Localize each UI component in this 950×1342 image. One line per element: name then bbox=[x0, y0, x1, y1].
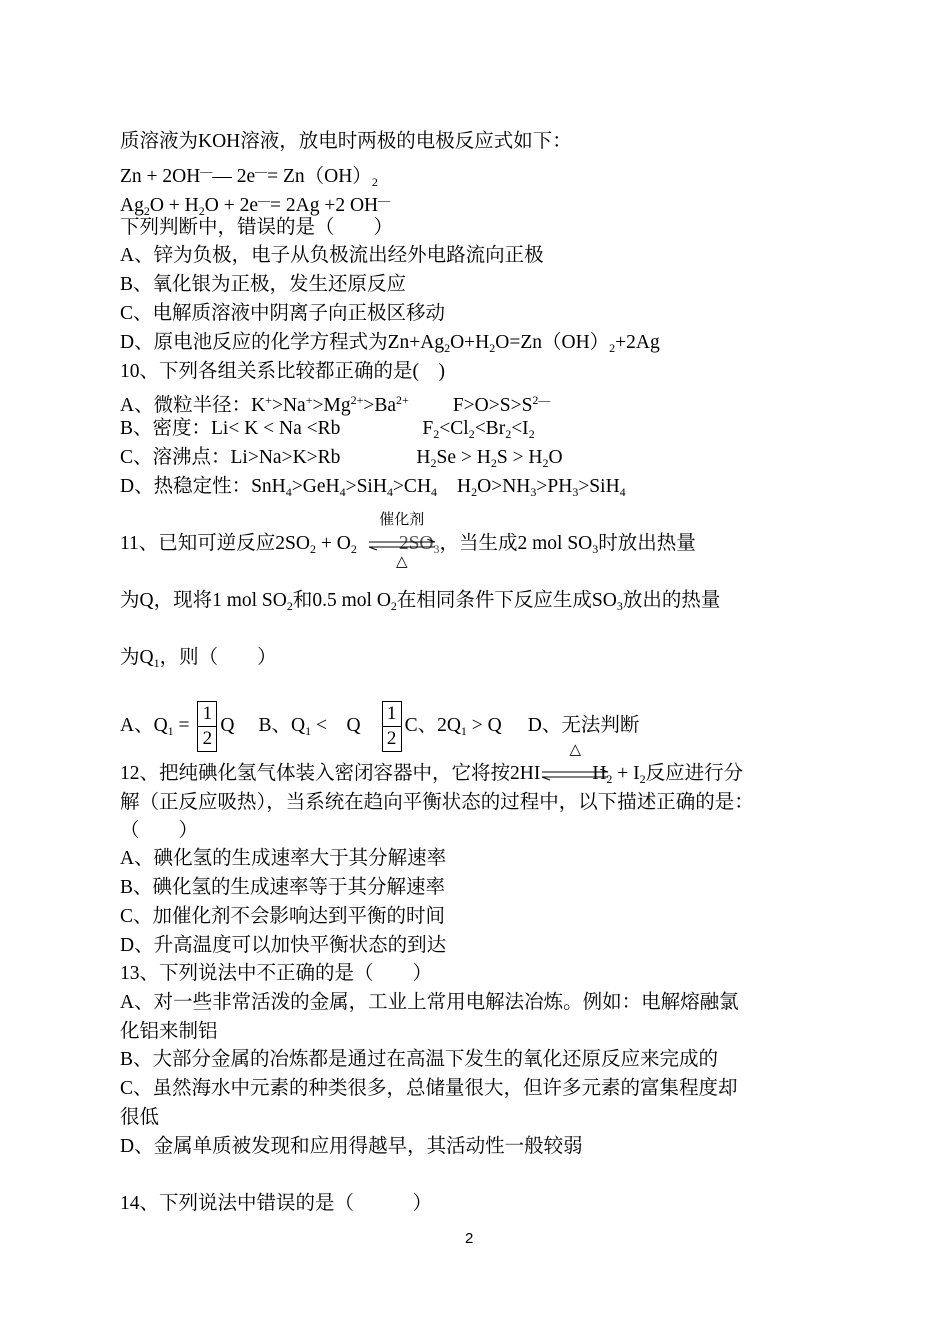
question-10: 10、下列各组关系比较都正确的是( ) bbox=[120, 361, 445, 382]
fraction-one-half: $\frac{1}{2}$ bbox=[197, 701, 217, 752]
option-d: D、原电池反应的化学方程式为$Zn+Ag_2O+H_2O=Zn(OH)_2+2Ag$ bbox=[120, 332, 660, 355]
q12-option-a: A、碘化氢的生成速率大于其分解速率 bbox=[120, 848, 447, 869]
reversible-arrow-icon: △ bbox=[540, 761, 610, 789]
q13-option-b: B、大部分金属的冶炼都是通过在高温下发生的氧化还原反应来完成的 bbox=[120, 1049, 719, 1070]
q13-option-c: C、虽然海水中元素的种类很多，总储量很大，但许多元素的富集程度却 bbox=[120, 1078, 738, 1099]
question-14: 14、下列说法中错误的是（ ） bbox=[120, 1193, 433, 1214]
question-12-line2: 解（正反应吸热），当系统在趋向平衡状态的过程中，以下描述正确的是： bbox=[120, 792, 754, 813]
page-number: 2 bbox=[465, 1230, 474, 1247]
question-12-line3: （ ） bbox=[120, 820, 199, 841]
q13-option-a-cont: 化铝来制铝 bbox=[120, 1021, 218, 1042]
q10-option-c: C、溶沸点：Li>Na>K>Rb $H_2Se > H_2S > H_2O$ bbox=[120, 447, 563, 470]
question-11-line2: 为Q，现将1 mol $SO_2$和0.5 mol $O_2$在相同条件下反应生成$SO_3$放出的热量 bbox=[120, 590, 721, 613]
q10-option-d: D、热稳定性：$SnH_4>GeH_4>SiH_4>CH_4$ $H_2O>NH_3>PH_3>SiH_4$ bbox=[120, 476, 626, 499]
q12-option-c: C、加催化剂不会影响达到平衡的时间 bbox=[120, 906, 446, 927]
question-12: 12、把纯碘化氢气体装入密闭容器中，它将按2HI △ $H_2 + I_2$反应进行分 bbox=[120, 760, 743, 793]
text-line: 质溶液为KOH溶液，放电时两极的电极反应式如下： bbox=[120, 131, 572, 152]
option-b: B、氧化银为正极，发生还原反应 bbox=[120, 274, 407, 295]
option-c: C、电解质溶液中阴离子向正极区移动 bbox=[120, 303, 446, 324]
q12-option-d: D、升高温度可以加快平衡状态的到达 bbox=[120, 935, 447, 956]
reversible-arrow-icon: 催化剂 △ bbox=[367, 531, 437, 559]
question-stem: 下列判断中，错误的是（ ） bbox=[120, 217, 394, 238]
q12-option-b: B、碘化氢的生成速率等于其分解速率 bbox=[120, 877, 446, 898]
equation-ag2o: $Ag_2O + H_2O + 2e^—= 2Ag +2$ OH— bbox=[120, 193, 391, 218]
q11-options: A、$Q_1$ = $\frac{1}{2}$ Q B、$Q_1$ < Q $\frac{1}{2}$ C、$2Q_1 > Q$ D、无法判断 bbox=[120, 701, 639, 752]
question-11: 11、已知可逆反应$2SO_2 + O_2$ 催化剂 △ $2SO_3$，当生成2 mol $SO_3$时放出热量 bbox=[120, 511, 696, 570]
question-13: 13、下列说法中不正确的是（ ） bbox=[120, 963, 433, 984]
q13-option-c-cont: 很低 bbox=[120, 1107, 160, 1128]
q13-option-d: D、金属单质被发现和应用得越早，其活动性一般较弱 bbox=[120, 1136, 583, 1157]
equation-zn: Zn + 2OH—— $2e^—= Zn(OH)_2$ bbox=[120, 164, 378, 189]
q10-option-b: B、密度：Li< K < Na <Rb $F_2<Cl_2<Br_2<I_2$ bbox=[120, 418, 535, 441]
q13-option-a: A、对一些非常活泼的金属，工业上常用电解法冶炼。例如：电解熔融氯 bbox=[120, 992, 739, 1013]
q10-option-a: A、微粒半径：$K^+>Na^+>Mg^{2+}>Ba^{2+}$ $F>O>S>S^{2—}$ bbox=[120, 393, 551, 416]
option-a: A、锌为负极，电子从负极流出经外电路流向正极 bbox=[120, 245, 544, 266]
question-11-line3: 为$Q_1$，则（ ） bbox=[120, 647, 277, 670]
fraction-one-half: $\frac{1}{2}$ bbox=[382, 701, 402, 752]
